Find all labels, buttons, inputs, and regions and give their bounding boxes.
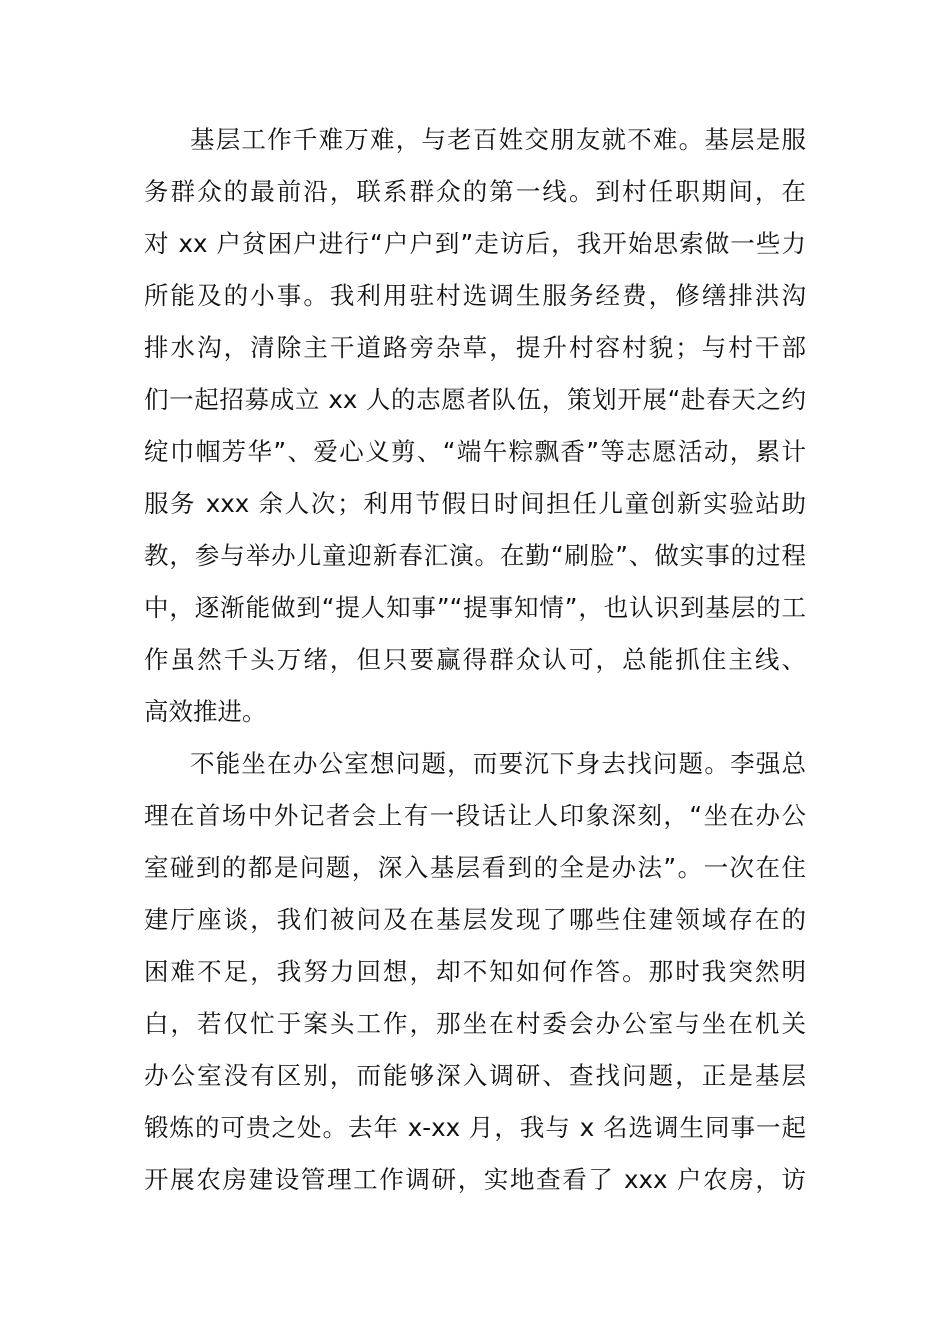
paragraph-line: 所能及的小事。我利用驻村选调生服务经费，修缮排洪沟 (144, 281, 806, 310)
paragraph-line: 对 xx 户贫困户进行“户户到”走访后，我开始思索做一些力 (144, 229, 806, 258)
paragraph-line: 办公室没有区别，而能够深入调研、查找问题，正是基层 (144, 1061, 806, 1090)
paragraph-line: 困难不足，我努力回想，却不知如何作答。那时我突然明 (144, 957, 806, 986)
paragraph-line: 室碰到的都是问题，深入基层看到的全是办法”。一次在住 (144, 853, 806, 882)
paragraph-2 (144, 738, 806, 1206)
paragraph-line: 作虽然千头万绪，但只要赢得群众认可，总能抓住主线、 (144, 645, 806, 674)
paragraph-line: 锻炼的可贵之处。去年 x-xx 月，我与 x 名选调生同事一起 (144, 1113, 806, 1142)
paragraph-line: 白，若仅忙于案头工作，那坐在村委会办公室与坐在机关 (144, 1009, 806, 1038)
paragraph-line: 务群众的最前沿，联系群众的第一线。到村任职期间，在 (144, 177, 806, 206)
paragraph-line: 们一起招募成立 xx 人的志愿者队伍，策划开展“赴春天之约 (144, 385, 806, 414)
paragraph-line: 开展农房建设管理工作调研，实地查看了 xxx 户农房，访 (144, 1165, 806, 1194)
paragraph-line: 理在首场中外记者会上有一段话让人印象深刻，“坐在办公 (144, 801, 806, 830)
paragraph-line: 基层工作千难万难，与老百姓交朋友就不难。基层是服 (190, 125, 806, 154)
document-body (144, 114, 806, 1206)
paragraph-line: 服务 xxx 余人次；利用节假日时间担任儿童创新实验站助 (144, 489, 806, 518)
paragraph-line: 教，参与举办儿童迎新春汇演。在勤“刷脸”、做实事的过程 (144, 541, 806, 570)
paragraph-line: 不能坐在办公室想问题，而要沉下身去找问题。李强总 (190, 749, 806, 778)
paragraph-line: 绽巾帼芳华”、爱心义剪、“端午粽飘香”等志愿活动，累计 (144, 437, 806, 466)
paragraph-line: 中，逐渐能做到“提人知事”“提事知情”，也认识到基层的工 (144, 593, 806, 622)
paragraph-line: 建厅座谈，我们被问及在基层发现了哪些住建领域存在的 (144, 905, 806, 934)
paragraph-line: 排水沟，清除主干道路旁杂草，提升村容村貌；与村干部 (144, 333, 806, 362)
paragraph-line: 高效推进。 (144, 697, 267, 726)
paragraph-1 (144, 114, 806, 738)
